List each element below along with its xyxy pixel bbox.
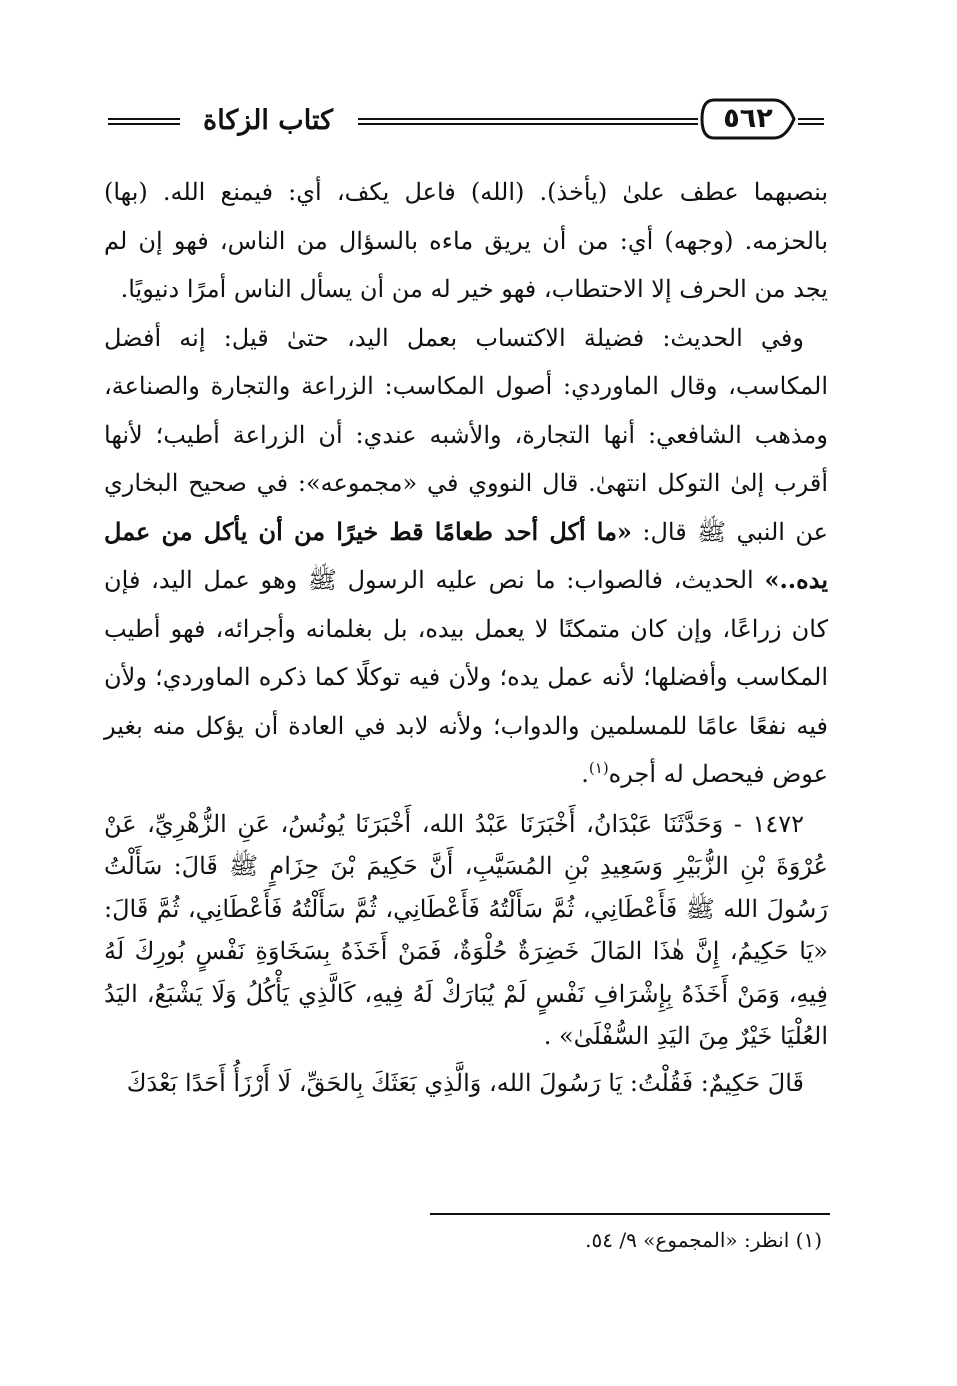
footnote-reference: (١)	[588, 759, 609, 777]
paragraph-text: وفي الحديث: فضيلة الاكتساب بعمل اليد، حتىٰ قيل: إنه أفضل المكاسب، وقال الماوردي: أصول المكاسب: الزراعة والتجارة والصناعة، ومذهب الشافعي: أنها التجارة، والأشبه عندي: أن الزراعة أطيب؛ لأنها أقرب إلىٰ التوكل انتهىٰ. قال النووي في «مجموعه»: في صحيح البخاري عن النبي ﷺ قال:	[104, 323, 828, 546]
page-body	[104, 168, 828, 1104]
header-rule-left	[108, 118, 180, 125]
paragraph-text: الحديث، فالصواب: ما نص عليه الرسول ﷺ وهو عمل اليد، فإن كان زراعًا، وإن كان متمكنًا لا يعمل بيده، بل بغلمانه وأجرائه، فهو أطيب المكاسب وأفضلها؛ لأنه عمل يده؛ ولأن فيه توكلًا كما ذكره الماوردي؛ ولأن فيه نفعًا عامًا للمسلمين والدواب؛ ولأنه لابد في العادة أن يؤكل منه بغير عوض فيحصل له أجره	[104, 566, 828, 788]
page-header	[108, 96, 824, 148]
page-number-badge	[700, 98, 796, 140]
commentary-paragraph	[104, 314, 828, 799]
paragraph-end: .	[581, 760, 589, 788]
hadith-quote: «ما أكل أحد طعامًا قط خيرًا من أن يأكل من عمل يده..»	[104, 516, 828, 594]
footnote-separator	[430, 1213, 830, 1215]
hadith-text: ١٤٧٢ - وَحَدَّثَنَا عَبْدَانُ، أَخْبَرَنَا عَبْدُ الله، أَخْبَرَنَا يُونُسُ، عَنِ الزُّهْرِيِّ، عَنْ عُرْوَةَ بْنِ الزُّبَيْرِ وَسَعِيدِ بْنِ المُسَيَّبِ، أَنَّ حَكِيمَ بْنَ حِزَامٍ ﷺ قَالَ: سَأَلْتُ رَسُولَ الله ﷺ فَأَعْطَانِي، ثُمَّ سَأَلْتُهُ فَأَعْطَانِي، ثُمَّ سَأَلْتُهُ فَأَعْطَانِي، ثُمَّ قَالَ: «يَا حَكِيمُ، إِنَّ هٰذَا المَالَ خَضِرَةٌ حُلْوَةٌ، فَمَنْ أَخَذَهُ بِسَخَاوَةِ نَفْسٍ بُورِكَ لَهُ فِيهِ، وَمَنْ أَخَذَهُ بِإِشْرَافِ نَفْسٍ لَمْ يُبَارَكْ لَهُ فِيهِ، كَالَّذِي يَأْكُلُ وَلَا يَشْبَعُ، اليَدُ العُلْيَا خَيْرٌ مِنَ اليَدِ السُّفْلَىٰ» .	[104, 809, 829, 1050]
header-rule-middle	[358, 118, 698, 125]
book-title: كتاب الزكاة	[203, 105, 333, 136]
header-rule-right	[798, 118, 824, 125]
footnote: (١) انظر: «المجموع» ٩/ ٥٤.	[585, 1228, 822, 1252]
page-number: ٥٦٢	[723, 103, 773, 134]
commentary-paragraph: بنصبهما عطف علىٰ (يأخذ). (الله) فاعل يكف، أي: فيمنع الله. (بها) بالحزمه. (وجهه) أي: من أن يريق ماءه بالسؤال من الناس، فهو إن لم يجد من الحرف إلا الاحتطاب، فهو خير له من أن يسأل الناس أمرًا دنيويًا.	[104, 178, 828, 303]
hadith-continuation: قَالَ حَكِيمٌ: فَقُلْتُ: يَا رَسُولَ الله، وَالَّذِي بَعَثَكَ بِالحَقِّ، لَا أَرْزَأُ أَحَدًا بَعْدَكَ	[126, 1068, 804, 1097]
